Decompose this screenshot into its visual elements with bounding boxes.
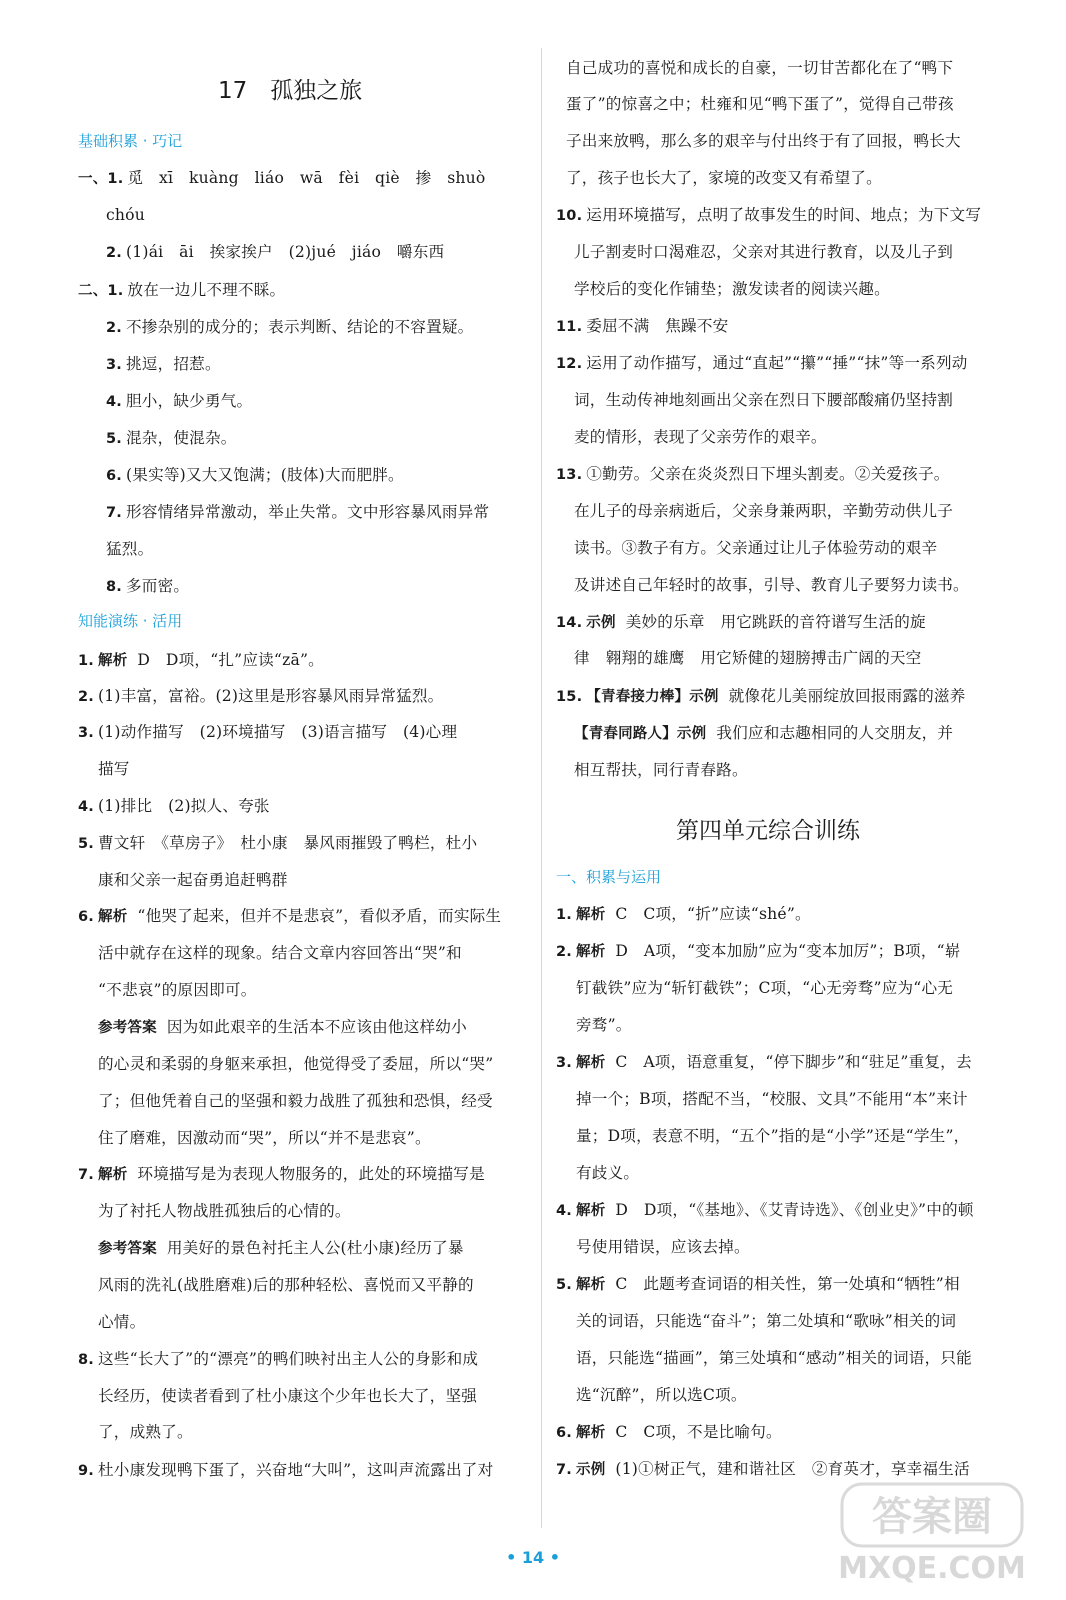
item-number: 7. (78, 1167, 94, 1183)
answer-line (566, 58, 953, 78)
item-number: 6. (106, 468, 122, 484)
answer-keyword: 解析 (98, 1167, 128, 1183)
answer-text: 子出来放鸭，那么多的艰辛与付出终于有了回报，鸭长大 (566, 132, 961, 150)
answer-text: 心情。 (98, 1313, 146, 1331)
answer-line (574, 648, 921, 668)
answer-line (78, 1349, 478, 1370)
answer-text: (果实等)又大又饱满；(肢体)大而肥胖。 (126, 466, 404, 484)
answer-line (576, 978, 953, 998)
answer-text: 掉一个；B项，搭配不当，“校服、文具”不能用“本”来计 (576, 1090, 968, 1108)
watermark-bottom-text: MXQE.COM (838, 1551, 1026, 1586)
answer-text: 这些“长大了”的“漂亮”的鸭们映衬出主人公的身影和成 (98, 1350, 479, 1368)
answer-text: 蛋了”的惊喜之中；杜雍和见“鸭下蛋了”，觉得自己带孩 (566, 95, 954, 113)
answer-line (98, 1238, 464, 1259)
answer-line (576, 1385, 747, 1405)
answer-line (566, 131, 961, 151)
answer-line (576, 1311, 956, 1331)
item-number: 5. (78, 836, 94, 852)
answer-line (574, 390, 953, 410)
answer-line (556, 941, 961, 962)
answer-line (106, 465, 404, 486)
answer-text: 多而密。 (126, 577, 190, 595)
item-number: 5. (556, 1277, 572, 1293)
answer-text: 选“沉醉”，所以选C项。 (576, 1386, 747, 1404)
answer-text: ①勤劳。父亲在炎炎烈日下埋头割麦。②关爱孩子。 (586, 465, 950, 483)
section-heading: 一、积累与运用 (556, 868, 662, 886)
answer-text: 环境描写是为表现人物服务的，此处的环境描写是 (137, 1165, 485, 1183)
answer-line (574, 575, 969, 595)
answer-text: “他哭了起来，但并不是悲哀”，看似矛盾，而实际生 (137, 907, 502, 925)
item-number: 4. (78, 799, 94, 815)
answer-line (106, 205, 145, 225)
answer-keyword: 解析 (98, 653, 128, 669)
answer-line (106, 354, 221, 375)
answer-text: C C项，不是比喻句。 (615, 1423, 782, 1441)
answer-text: 在儿子的母亲病逝后，父亲身兼两职，辛勤劳动供儿子 (574, 502, 954, 520)
answer-line (98, 1386, 477, 1406)
answer-text: 了，孩子也长大了，家境的改变又有希望了。 (566, 169, 882, 187)
item-number: 5. (106, 431, 122, 447)
section-heading: 基础积累 · 巧记 (78, 132, 183, 150)
page-number: • 14 • (506, 1548, 560, 1567)
answer-line (566, 94, 954, 114)
answer-text: “不悲哀”的原因即可。 (98, 981, 257, 999)
answer-text: 委屈不满 焦躁不安 (586, 317, 729, 335)
answer-line (98, 980, 257, 1000)
answer-line (576, 1015, 632, 1035)
item-number: 1. (556, 907, 572, 923)
item-number: 3. (556, 1055, 572, 1071)
answer-text: 风雨的洗礼(战胜磨难)后的那种轻松、喜悦而又平静的 (98, 1276, 474, 1294)
item-number: 4. (556, 1203, 572, 1219)
answer-text: 钉截铁”应为“斩钉截铁”；C项，“心无旁骛”应为“心无 (576, 979, 954, 997)
answer-text: 不掺杂别的成分的；表示判断、结论的不容置疑。 (126, 318, 474, 336)
answer-text: 词，生动传神地刻画出父亲在烈日下腰部酸痛仍坚持割 (574, 391, 954, 409)
answer-line (106, 502, 489, 523)
item-number: 3. (78, 725, 94, 741)
answer-line (98, 759, 130, 779)
answer-text: 挑逗，招惹。 (126, 355, 221, 373)
answer-text: 我们应和志趣相同的人交朋友，并 (716, 724, 954, 742)
answer-text: 律 翱翔的雄鹰 用它矫健的翅膀搏击广阔的天空 (574, 649, 922, 667)
answer-line (98, 1054, 493, 1074)
answer-line (106, 576, 189, 597)
answer-line (556, 1200, 974, 1221)
answer-text: 康和父亲一起奋勇追赶鸭群 (98, 871, 288, 889)
item-number: 2. (78, 689, 94, 705)
answer-keyword: 【青春接力棒】示例 (586, 689, 719, 705)
answer-line (574, 501, 953, 521)
answer-text: 曹文轩 《草房子》 杜小康 暴风雨摧毁了鸭栏，杜小 (98, 834, 478, 852)
answer-text: (1)①树正气，建和谐社区 ②育英才，享幸福生活 (615, 1460, 970, 1478)
answer-text: 运用环境描写，点明了故事发生的时间、地点；为下文写 (586, 206, 982, 224)
answer-line (106, 317, 473, 338)
answer-line (106, 391, 252, 412)
answer-text: D D项，“扎”应读“zā”。 (137, 651, 324, 669)
answer-text: D A项，“变本加励”应为“变本加厉”；B项，“崭 (615, 942, 961, 960)
item-number: 10. (556, 208, 583, 224)
answer-text: 就像花儿美丽绽放回报雨露的滋养 (728, 687, 966, 705)
answer-keyword: 解析 (576, 1055, 606, 1071)
item-number: 2. (106, 245, 122, 261)
answer-line (576, 1237, 750, 1257)
item-number: 1. (78, 653, 94, 669)
item-number: 7. (106, 505, 122, 521)
answer-line (556, 353, 968, 374)
answer-line (98, 1312, 145, 1332)
answer-text: C A项，语意重复，“停下脚步”和“驻足”重复，去 (615, 1053, 972, 1071)
answer-text: 量；D项，表意不明，“五个”指的是“小学”还是“学生”， (576, 1127, 970, 1145)
answer-line (576, 1126, 969, 1146)
answer-text: C 此题考查词语的相关性，第一处填和“牺牲”相 (615, 1275, 960, 1293)
answer-text: chóu (106, 206, 146, 224)
answer-keyword: 解析 (576, 1425, 606, 1441)
answer-text: 觅 xī kuàng liáo wā fèi qiè 掺 shuò (127, 169, 486, 187)
answer-line (576, 1348, 972, 1368)
answer-keyword: 解析 (576, 944, 606, 960)
answer-line (78, 650, 324, 671)
answer-line (556, 1052, 972, 1073)
answer-line (106, 539, 153, 559)
answer-text: (1)ái āi 挨家挨户 (2)jué jiáo 嚼东西 (126, 243, 445, 261)
answer-line (556, 612, 926, 633)
section-title: 17 孤独之旅 (218, 78, 363, 104)
item-number: 8. (106, 579, 122, 595)
answer-line (98, 1091, 493, 1111)
item-number: 3. (106, 357, 122, 373)
answer-line (98, 1017, 467, 1038)
answer-line (556, 686, 966, 707)
answer-line (574, 760, 748, 780)
answer-line (98, 1128, 431, 1148)
answer-line (98, 1275, 474, 1295)
answer-line (574, 538, 937, 558)
answer-text: 学校后的变化作铺垫；激发读者的阅读兴趣。 (574, 280, 890, 298)
item-number: 4. (106, 394, 122, 410)
answer-keyword: 解析 (576, 1277, 606, 1293)
answer-line (574, 427, 827, 447)
answer-text: 美妙的乐章 用它跳跃的音符谱写生活的旋 (625, 613, 926, 631)
answer-text: 号使用错误，应该去掉。 (576, 1238, 750, 1256)
answer-text: 胆小，缺少勇气。 (126, 392, 253, 410)
answer-line (556, 1422, 782, 1443)
item-number: 一、1. (78, 171, 124, 187)
answer-text: 自己成功的喜悦和成长的自豪，一切甘苦都化在了“鸭下 (566, 59, 954, 77)
answer-line (78, 686, 443, 707)
answer-text: 杜小康发现鸭下蛋了，兴奋地“大叫”，这叫声流露出了对 (98, 1461, 494, 1479)
item-number: 13. (556, 467, 583, 483)
item-number: 6. (78, 909, 94, 925)
answer-text: 相互帮扶，同行青春路。 (574, 761, 748, 779)
answer-line (78, 1460, 493, 1481)
column-divider (541, 48, 542, 1528)
item-number: 15. (556, 689, 583, 705)
answer-line (556, 316, 728, 337)
answer-text: 了，成熟了。 (98, 1423, 193, 1441)
answer-text: 了；但他凭着自己的坚强和毅力战胜了孤独和恐惧，经受 (98, 1092, 493, 1110)
answer-line (78, 796, 270, 817)
answer-line (98, 870, 288, 890)
answer-text: 麦的情形，表现了父亲劳作的艰辛。 (574, 428, 827, 446)
answer-keyword: 示例 (586, 615, 616, 631)
answer-text: (1)动作描写 (2)环境描写 (3)语言描写 (4)心理 (98, 723, 458, 741)
answer-text: 形容情绪异常激动，举止失常。文中形容暴风雨异常 (126, 503, 490, 521)
answer-text: 语，只能选“描画”，第三处填和“感动”相关的词语，只能 (576, 1349, 972, 1367)
answer-text: 的心灵和柔弱的身躯来承担，他觉得受了委屈，所以“哭” (98, 1055, 494, 1073)
answer-keyword: 解析 (98, 909, 128, 925)
item-number: 9. (78, 1463, 94, 1479)
answer-line (78, 1164, 485, 1185)
answer-text: (1)排比 (2)拟人、夸张 (98, 797, 270, 815)
answer-line (556, 1459, 970, 1480)
answer-keyword: 参考答案 (98, 1020, 157, 1036)
item-number: 11. (556, 319, 583, 335)
answer-line (556, 205, 981, 226)
answer-line (78, 722, 457, 743)
answer-keyword: 解析 (576, 907, 606, 923)
answer-keyword: 示例 (576, 1462, 606, 1478)
item-number: 2. (106, 320, 122, 336)
answer-line (78, 280, 285, 301)
answer-text: 儿子割麦时口渴难忍，父亲对其进行教育，以及儿子到 (574, 243, 954, 261)
answer-text: 混杂，使混杂。 (126, 429, 237, 447)
answer-line (106, 428, 237, 449)
answer-line (98, 1422, 193, 1442)
answer-text: 长经历，使读者看到了杜小康这个少年也长大了，坚强 (98, 1387, 478, 1405)
answer-keyword: 解析 (576, 1203, 606, 1219)
answer-line (574, 242, 953, 262)
answer-line (556, 1274, 960, 1295)
watermark-logo (822, 1478, 1042, 1588)
item-number: 12. (556, 356, 583, 372)
answer-line (78, 168, 486, 189)
answer-line (576, 1089, 968, 1109)
answer-line (574, 279, 890, 299)
answer-text: 运用了动作描写，通过“直起”“攥”“捶”“抹”等一系列动 (586, 354, 968, 372)
answer-line (576, 1163, 639, 1183)
item-number: 7. (556, 1462, 572, 1478)
item-number: 二、1. (78, 283, 124, 299)
answer-line (78, 833, 477, 854)
answer-text: 旁骛”。 (576, 1016, 632, 1034)
section-title: 第四单元综合训练 (676, 818, 860, 844)
answer-text: 为了衬托人物战胜孤独后的心情的。 (98, 1202, 351, 1220)
answer-keyword: 【青春同路人】示例 (574, 726, 707, 742)
answer-line (98, 943, 462, 963)
answer-text: (1)丰富，富裕。(2)这里是形容暴风雨异常猛烈。 (98, 687, 444, 705)
answer-text: 及讲述自己年轻时的故事，引导、教育儿子要努力读书。 (574, 576, 969, 594)
section-heading: 知能演练 · 活用 (78, 612, 183, 630)
answer-text: 因为如此艰辛的生活本不应该由他这样幼小 (166, 1018, 467, 1036)
answer-text: 读书。③教子有方。父亲通过让儿子体验劳动的艰辛 (574, 539, 938, 557)
answer-line (566, 168, 882, 188)
answer-text: C C项，“折”应读“shé”。 (615, 905, 811, 923)
answer-text: 用美好的景色衬托主人公(杜小康)经历了暴 (166, 1239, 464, 1257)
answer-text: 关的词语，只能选“奋斗”；第二处填和“歌咏”相关的词 (576, 1312, 957, 1330)
watermark-top-text: 答案圈 (872, 1494, 992, 1540)
answer-keyword: 参考答案 (98, 1241, 157, 1257)
item-number: 14. (556, 615, 583, 631)
answer-line (556, 464, 950, 485)
answer-line (98, 1201, 351, 1221)
answer-text: 猛烈。 (106, 540, 154, 558)
answer-text: 描写 (98, 760, 130, 778)
answer-text: D D项，“《基地》、《艾青诗选》、《创业史》”中的顿 (615, 1201, 974, 1219)
answer-line (556, 904, 811, 925)
answer-text: 住了磨难，因激动而“哭”，所以“并不是悲哀”。 (98, 1129, 431, 1147)
answer-text: 活中就存在这样的现象。结合文章内容回答出“哭”和 (98, 944, 462, 962)
answer-line (106, 242, 444, 263)
answer-line (574, 723, 953, 744)
item-number: 8. (78, 1352, 94, 1368)
answer-line (78, 906, 501, 927)
item-number: 2. (556, 944, 572, 960)
answer-text: 放在一边儿不理不睬。 (127, 281, 286, 299)
answer-text: 有歧义。 (576, 1164, 640, 1182)
item-number: 6. (556, 1425, 572, 1441)
